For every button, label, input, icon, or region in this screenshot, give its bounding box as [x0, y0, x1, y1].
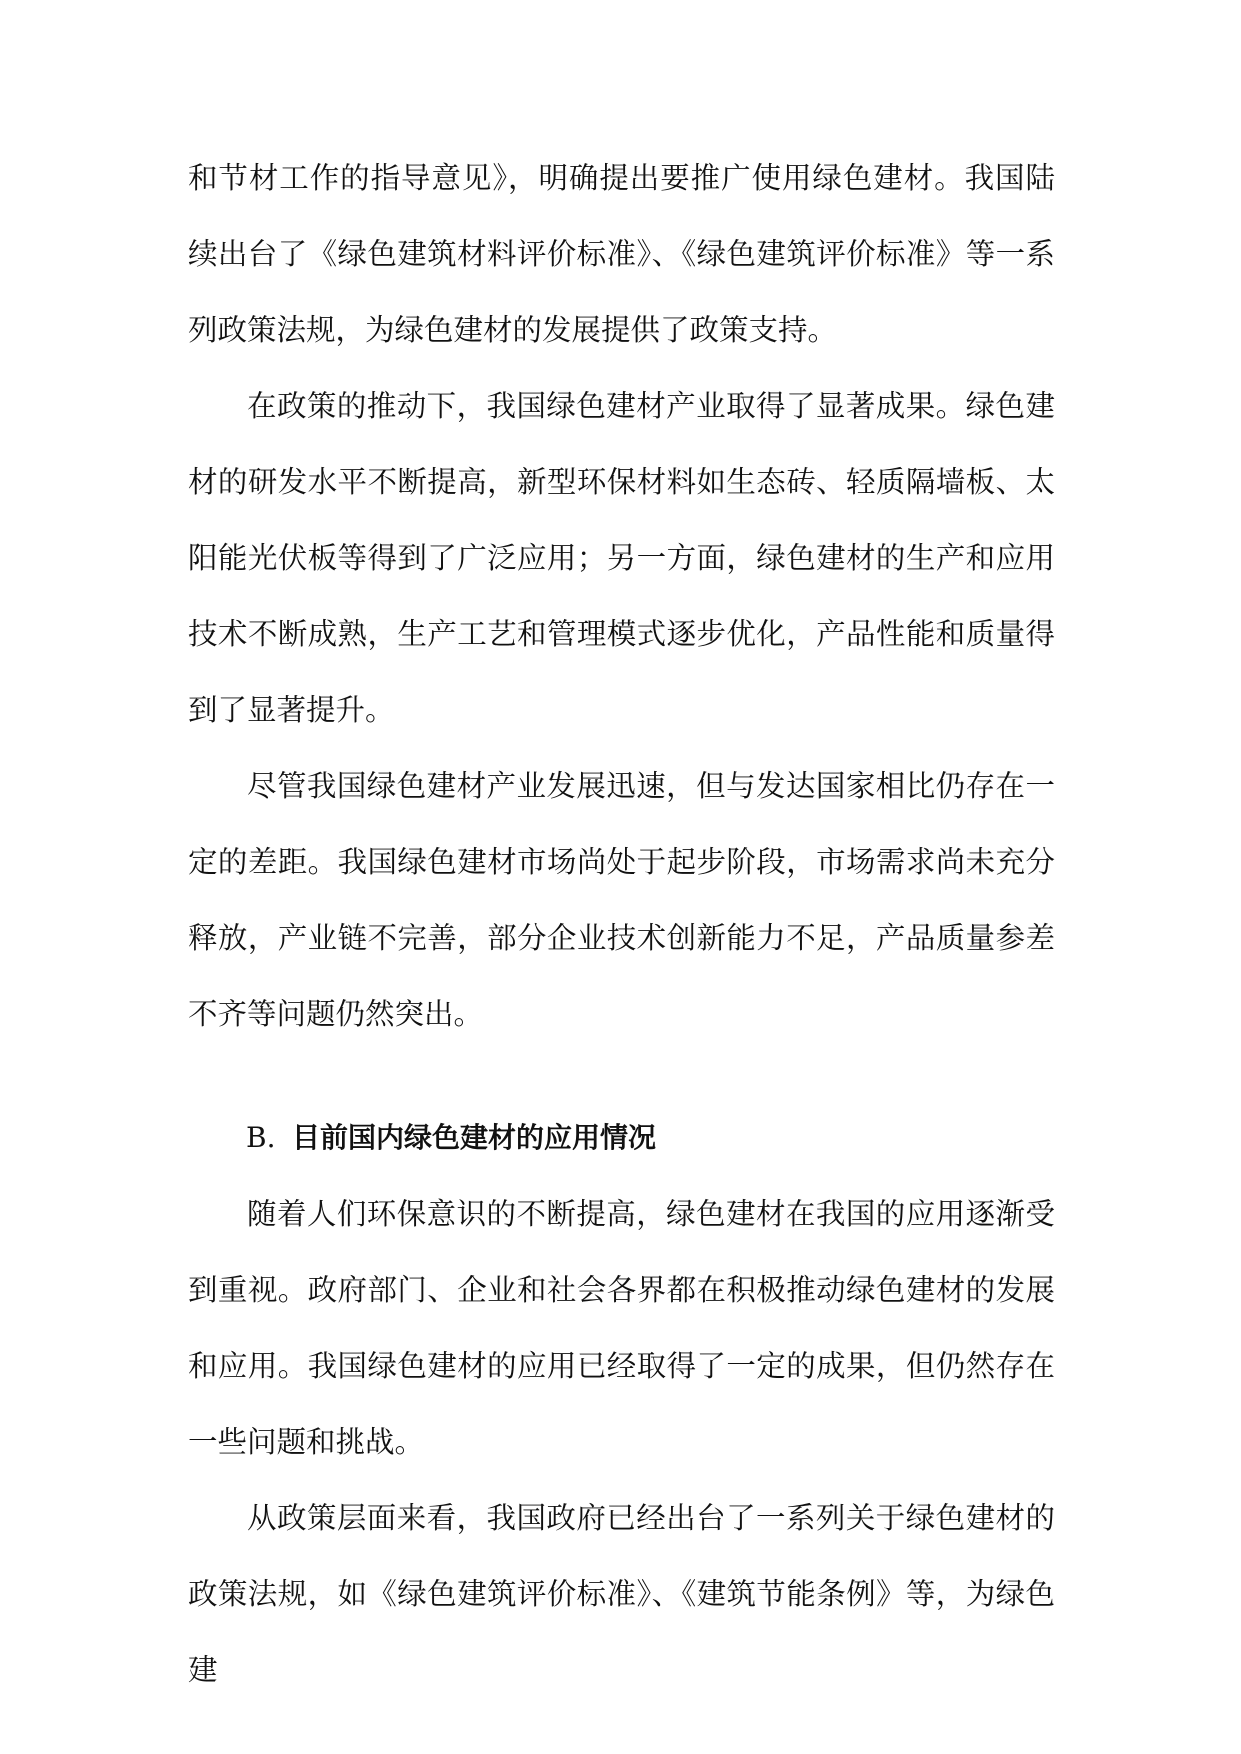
paragraph-policy-level: 从政策层面来看，我国政府已经出台了一系列关于绿色建材的政策法规，如《绿色建筑评价标准》、《建筑节能条例》等，为绿色建 — [188, 1501, 1055, 1687]
paragraph-gap: 尽管我国绿色建材产业发展迅速，但与发达国家相比仍存在一定的差距。我国绿色建材市场尚处于起步阶段，市场需求尚未充分释放，产业链不完善，部分企业技术创新能力不足，产品质量参差不齐等问题仍然突出。 — [188, 769, 1055, 1031]
section-title: 目前国内绿色建材的应用情况 — [292, 1121, 657, 1154]
paragraph-application: 随着人们环保意识的不断提高，绿色建材在我国的应用逐渐受到重视。政府部门、企业和社会各界都在积极推动绿色建材的发展和应用。我国绿色建材的应用已经取得了一定的成果，但仍然存在一些问题和挑战。 — [188, 1197, 1055, 1459]
section-spacer — [188, 1052, 1055, 1100]
paragraph-policy-results: 在政策的推动下，我国绿色建材产业取得了显著成果。绿色建材的研发水平不断提高，新型环保材料如生态砖、轻质隔墙板、太阳能光伏板等得到了广泛应用；另一方面，绿色建材的生产和应用技术不断成熟，生产工艺和管理模式逐步优化，产品性能和质量得到了显著提升。 — [188, 389, 1055, 727]
section-heading — [188, 1100, 1055, 1176]
paragraph-continued: 和节材工作的指导意见》，明确提出要推广使用绿色建材。我国陆续出台了《绿色建筑材料评价标准》、《绿色建筑评价标准》等一系列政策法规，为绿色建材的发展提供了政策支持。 — [188, 161, 1055, 347]
section-marker: B. — [246, 1121, 276, 1154]
document-body — [188, 140, 1055, 1708]
